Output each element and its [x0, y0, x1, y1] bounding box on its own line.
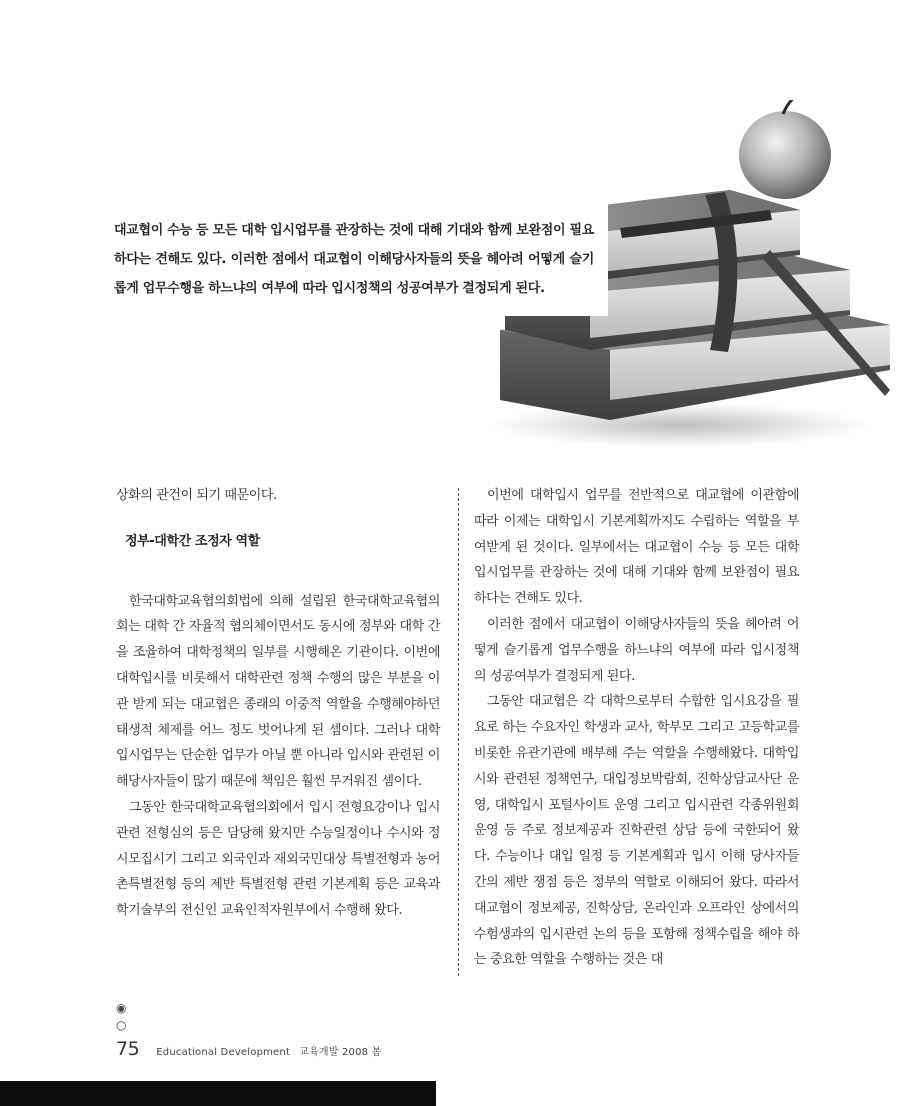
empty-circle-icon: ○ [116, 1018, 127, 1032]
left-paragraph-3: 그동안 한국대학교육협의회에서 입시 전형요강이나 입시관련 전형심의 등은 담당해 왔지만 수능일정이나 수시와 정시모집시기 그리고 외국인과 재외국민대상 특별전형과 농어촌특별전형 등의 제반 특별전형 관련 기본계획 등은 교육과학기술부의 전신인 교육인적자원부에서 수행해 왔다. [116, 799, 440, 919]
pull-quote-text: 대교협이 수능 등 모든 대학 입시업무를 관장하는 것에 대해 기대와 함께 보완점이 필요하다는 견해도 있다. 이러한 점에서 대교협이 이해당사자들의 뜻을 헤아려 어떻게 슬기롭게 업무수행을 하느냐의 여부에 따라 입시정책의 성공여부가 결정되게 된다. [114, 223, 594, 296]
filled-circle-icon: ◉ [116, 1001, 127, 1015]
publication-name-ko: 교육개발 2008 봄 [299, 1047, 382, 1058]
footer-bullets [116, 1000, 126, 1034]
publication-name-en: Educational Development [156, 1047, 291, 1058]
right-paragraph-2: 이러한 점에서 대교협이 이해당사자들의 뜻을 헤아려 어떻게 슬기롭게 업무수행을 하느냐의 여부에 따라 입시정책의 성공여부가 결정되게 된다. [474, 616, 799, 684]
page-footer [116, 1038, 381, 1060]
left-text-column [116, 483, 440, 924]
right-text-column [474, 483, 799, 973]
section-heading: 정부-대학간 조정자 역할 [125, 533, 260, 549]
page-number: 75 [116, 1038, 140, 1060]
pull-quote-box [90, 200, 608, 316]
right-paragraph-3: 그동안 대교협은 각 대학으로부터 수합한 입시요강을 필요로 하는 수요자인 학생과 교사, 학부모 그리고 고등학교를 비롯한 유관기관에 배부해 주는 역할을 수행해왔다. 대학입시와 관련된 정책연구, 대입정보박람회, 진학상담교사단 운영, 대학입시 포털사이트 운영 그리고 입시관련 각종위원회 운영 등 주로 정보제공과 진학관련 상담 등에 국한되어 왔다. 수능이나 대입 일정 등 기본계획과 입시 이해 당사자들 간의 제반 쟁점 등은 정부의 역할로 이해되어 왔다. 따라서 대교협이 정보제공, 진학상담, 온라인과 오프라인 상에서의 수험생과의 입시관련 논의 등을 포함해 정책수립을 해야 하는 중요한 역할을 수행하는 것은 대 [474, 694, 799, 968]
column-divider [458, 488, 459, 976]
bottom-black-bar [0, 1081, 436, 1106]
left-paragraph-2: 한국대학교육협의회법에 의해 설립된 한국대학교육협의회는 대학 간 자율적 협의체이면서도 동시에 정부와 대학 간을 조율하여 대학정책의 일부를 시행해온 기관이다. 이번에 대학입시를 비롯해서 대학관련 정책 수행의 많은 부분을 이관 받게 되는 대교협은 종래의 이중적 역할을 수행해야하던 태생적 체제를 어느 정도 벗어나게 된 셈이다. 그러나 대학입시업무는 단순한 업무가 아닐 뿐 아니라 입시와 관련된 이해당사자들이 많기 때문에 책임은 훨씬 무거워진 셈이다. [116, 593, 440, 790]
left-continued-paragraph: 상화의 관건이 되기 때문이다. [116, 488, 277, 503]
right-paragraph-1: 이번에 대학입시 업무를 전반적으로 대교협에 이관함에 따라 이제는 대학입시 기본계획까지도 수립하는 역할을 부여받게 된 것이다. 일부에서는 대교협이 수능 등 모든 대학 입시업무를 관장하는 것에 대해 기대와 함께 보완점이 필요하다는 견해도 있다. [474, 488, 799, 607]
